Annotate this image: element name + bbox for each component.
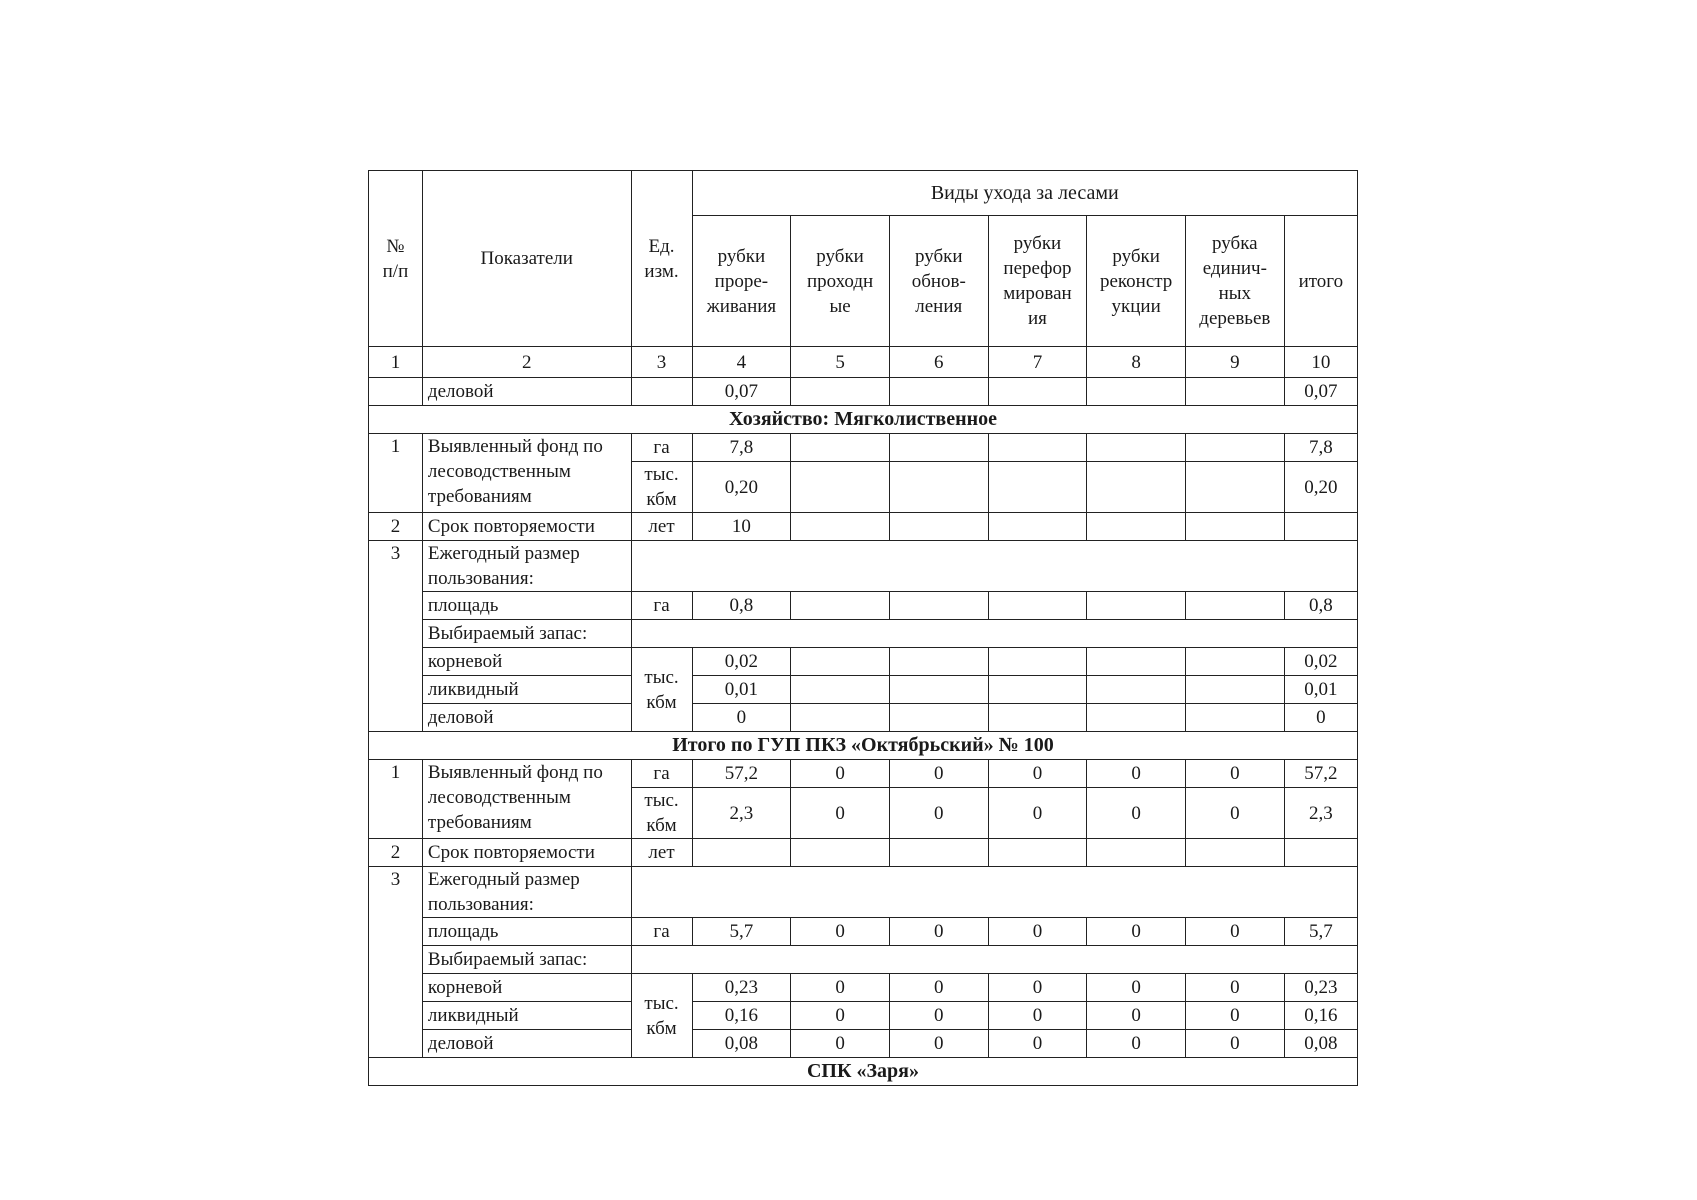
header-indicator: Показатели <box>422 171 631 347</box>
value-cell: 0 <box>791 918 890 946</box>
value-cell: 2,3 <box>692 788 791 839</box>
forest-care-table-frame <box>368 170 1358 1086</box>
unit-cell: га <box>631 434 692 462</box>
value-cell: 0 <box>1087 1030 1186 1058</box>
value-cell: 0 <box>1087 1002 1186 1030</box>
empty-span-cell <box>631 541 1358 592</box>
value-cell <box>1087 462 1186 513</box>
value-cell: 7,8 <box>692 434 791 462</box>
value-cell: 0 <box>889 760 988 788</box>
value-cell: 0 <box>889 1030 988 1058</box>
section-title-row <box>369 406 1358 434</box>
value-cell: 0,08 <box>1284 1030 1357 1058</box>
table-row-area <box>369 918 1358 946</box>
header-type-3: рубки обнов- ления <box>889 216 988 347</box>
value-cell: 0 <box>791 1030 890 1058</box>
header-type-4: рубки перефор мирован ия <box>988 216 1087 347</box>
indicator-cell: ликвидный <box>422 676 631 704</box>
value-cell: 0,23 <box>692 974 791 1002</box>
column-number-10: 10 <box>1284 347 1357 378</box>
empty-span-cell <box>631 946 1358 974</box>
value-cell: 0,16 <box>692 1002 791 1030</box>
value-cell: 0 <box>988 918 1087 946</box>
row-number-cell: 3 <box>369 867 423 1058</box>
indicator-cell: Выбираемый запас: <box>422 946 631 974</box>
value-cell <box>1087 378 1186 406</box>
value-cell <box>1087 434 1186 462</box>
indicator-cell: ликвидный <box>422 1002 631 1030</box>
header-type-7: итого <box>1284 216 1357 347</box>
header-type-5: рубки реконстр укции <box>1087 216 1186 347</box>
value-cell <box>1185 648 1284 676</box>
value-cell: 0 <box>988 974 1087 1002</box>
value-cell <box>1087 704 1186 732</box>
section-title: Хозяйство: Мягколиственное <box>369 406 1358 434</box>
unit-cell: га <box>631 918 692 946</box>
unit-cell: лет <box>631 513 692 541</box>
value-cell <box>889 592 988 620</box>
value-cell: 7,8 <box>1284 434 1357 462</box>
table-row-annual-use <box>369 867 1358 918</box>
row-number-cell: 3 <box>369 541 423 732</box>
indicator-cell: деловой <box>422 704 631 732</box>
value-cell: 0 <box>889 1002 988 1030</box>
value-cell <box>791 676 890 704</box>
indicator-cell: Срок повторяемости <box>422 513 631 541</box>
value-cell <box>988 513 1087 541</box>
column-number-1: 1 <box>369 347 423 378</box>
section-title-row <box>369 1058 1358 1086</box>
table-row-liquid-stock <box>369 676 1358 704</box>
value-cell <box>791 648 890 676</box>
value-cell: 0 <box>988 1030 1087 1058</box>
value-cell: 0 <box>791 788 890 839</box>
column-number-2: 2 <box>422 347 631 378</box>
value-cell <box>1185 434 1284 462</box>
value-cell <box>1185 592 1284 620</box>
row-number-cell: 2 <box>369 839 423 867</box>
table-row-fund-area <box>369 434 1358 462</box>
indicator-cell: деловой <box>422 378 631 406</box>
value-cell <box>791 592 890 620</box>
value-cell: 0 <box>791 974 890 1002</box>
value-cell <box>889 513 988 541</box>
table-row-root-stock <box>369 648 1358 676</box>
column-number-8: 8 <box>1087 347 1186 378</box>
value-cell: 0 <box>988 760 1087 788</box>
value-cell: 0 <box>988 1002 1087 1030</box>
value-cell: 0,02 <box>1284 648 1357 676</box>
value-cell <box>1284 513 1357 541</box>
indicator-cell: Ежегодный размер пользования: <box>422 541 631 592</box>
value-cell: 0,02 <box>692 648 791 676</box>
table-row-area <box>369 592 1358 620</box>
table-row-root-stock <box>369 974 1358 1002</box>
unit-cell: тыс. кбм <box>631 974 692 1058</box>
value-cell: 57,2 <box>692 760 791 788</box>
value-cell <box>791 839 890 867</box>
indicator-cell: Срок повторяемости <box>422 839 631 867</box>
section-title: СПК «Заря» <box>369 1058 1358 1086</box>
value-cell: 0,01 <box>1284 676 1357 704</box>
value-cell <box>889 839 988 867</box>
value-cell <box>1087 839 1186 867</box>
value-cell <box>791 513 890 541</box>
indicator-cell: Выявленный фонд по лесоводственным требованиям <box>422 760 631 839</box>
value-cell <box>1087 592 1186 620</box>
value-cell <box>791 434 890 462</box>
value-cell: 5,7 <box>692 918 791 946</box>
value-cell <box>988 648 1087 676</box>
table-row-business-stock <box>369 1030 1358 1058</box>
value-cell <box>988 462 1087 513</box>
value-cell <box>889 378 988 406</box>
value-cell <box>1087 648 1186 676</box>
value-cell <box>1087 513 1186 541</box>
value-cell: 0 <box>1087 974 1186 1002</box>
value-cell: 0 <box>791 1002 890 1030</box>
table-row-carry <box>369 378 1358 406</box>
header-no: № п/п <box>369 171 423 347</box>
indicator-cell: Выявленный фонд по лесоводственным требованиям <box>422 434 631 513</box>
column-number-9: 9 <box>1185 347 1284 378</box>
value-cell: 0 <box>1185 1002 1284 1030</box>
value-cell <box>889 648 988 676</box>
value-cell <box>988 676 1087 704</box>
column-number-7: 7 <box>988 347 1087 378</box>
unit-cell: га <box>631 760 692 788</box>
column-number-3: 3 <box>631 347 692 378</box>
table-row-stock-label <box>369 946 1358 974</box>
value-cell: 0 <box>1185 1030 1284 1058</box>
value-cell: 0,20 <box>1284 462 1357 513</box>
row-number-cell: 1 <box>369 760 423 839</box>
value-cell <box>988 434 1087 462</box>
table-row-period <box>369 839 1358 867</box>
column-number-5: 5 <box>791 347 890 378</box>
value-cell: 0 <box>1087 788 1186 839</box>
value-cell <box>791 462 890 513</box>
value-cell: 0 <box>692 704 791 732</box>
unit-cell: тыс. кбм <box>631 788 692 839</box>
value-cell: 0 <box>988 788 1087 839</box>
value-cell: 0,8 <box>692 592 791 620</box>
section-title: Итого по ГУП ПКЗ «Октябрьский» № 100 <box>369 732 1358 760</box>
value-cell: 0,20 <box>692 462 791 513</box>
column-number-4: 4 <box>692 347 791 378</box>
value-cell <box>1185 676 1284 704</box>
value-cell: 0,8 <box>1284 592 1357 620</box>
value-cell: 0,16 <box>1284 1002 1357 1030</box>
value-cell <box>988 704 1087 732</box>
indicator-cell: площадь <box>422 918 631 946</box>
column-number-6: 6 <box>889 347 988 378</box>
value-cell: 0 <box>889 918 988 946</box>
row-number-cell <box>369 378 423 406</box>
value-cell <box>889 434 988 462</box>
value-cell <box>692 839 791 867</box>
indicator-cell: корневой <box>422 648 631 676</box>
value-cell <box>988 592 1087 620</box>
value-cell: 5,7 <box>1284 918 1357 946</box>
value-cell: 0 <box>1284 704 1357 732</box>
value-cell: 0 <box>791 760 890 788</box>
value-cell: 0 <box>1185 918 1284 946</box>
indicator-cell: площадь <box>422 592 631 620</box>
value-cell <box>1185 513 1284 541</box>
header-column-numbers <box>369 347 1358 378</box>
header-type-6: рубка единич- ных деревьев <box>1185 216 1284 347</box>
unit-cell: тыс. кбм <box>631 462 692 513</box>
unit-cell: га <box>631 592 692 620</box>
indicator-cell: корневой <box>422 974 631 1002</box>
unit-cell: тыс. кбм <box>631 648 692 732</box>
row-number-cell: 2 <box>369 513 423 541</box>
value-cell: 0,07 <box>692 378 791 406</box>
unit-cell <box>631 378 692 406</box>
section-title-row <box>369 732 1358 760</box>
header-unit: Ед. изм. <box>631 171 692 347</box>
value-cell <box>1087 676 1186 704</box>
value-cell: 0 <box>889 974 988 1002</box>
value-cell <box>791 704 890 732</box>
value-cell: 0 <box>1185 760 1284 788</box>
table-row-fund-area <box>369 760 1358 788</box>
value-cell <box>1284 839 1357 867</box>
table-row-period <box>369 513 1358 541</box>
value-cell <box>889 704 988 732</box>
value-cell: 0 <box>1185 788 1284 839</box>
value-cell: 0,01 <box>692 676 791 704</box>
empty-span-cell <box>631 867 1358 918</box>
unit-cell: лет <box>631 839 692 867</box>
forest-care-table <box>368 170 1358 1086</box>
value-cell <box>1185 704 1284 732</box>
header-type-2: рубки проходн ые <box>791 216 890 347</box>
table-body <box>369 378 1358 1086</box>
value-cell: 10 <box>692 513 791 541</box>
indicator-cell: Выбираемый запас: <box>422 620 631 648</box>
value-cell: 0 <box>1087 918 1186 946</box>
table-header <box>369 171 1358 378</box>
value-cell: 0 <box>1185 974 1284 1002</box>
value-cell: 0,08 <box>692 1030 791 1058</box>
value-cell: 0 <box>889 788 988 839</box>
indicator-cell: Ежегодный размер пользования: <box>422 867 631 918</box>
value-cell <box>1185 378 1284 406</box>
value-cell <box>889 462 988 513</box>
header-type-1: рубки проре- живания <box>692 216 791 347</box>
value-cell <box>889 676 988 704</box>
value-cell <box>988 378 1087 406</box>
value-cell <box>1185 462 1284 513</box>
value-cell: 0,23 <box>1284 974 1357 1002</box>
table-row-stock-label <box>369 620 1358 648</box>
table-row-annual-use <box>369 541 1358 592</box>
value-cell: 2,3 <box>1284 788 1357 839</box>
empty-span-cell <box>631 620 1358 648</box>
row-number-cell: 1 <box>369 434 423 513</box>
indicator-cell: деловой <box>422 1030 631 1058</box>
value-cell: 0,07 <box>1284 378 1357 406</box>
header-care-types-group: Виды ухода за лесами <box>692 171 1357 216</box>
value-cell <box>1185 839 1284 867</box>
value-cell <box>988 839 1087 867</box>
value-cell: 57,2 <box>1284 760 1357 788</box>
value-cell: 0 <box>1087 760 1186 788</box>
value-cell <box>791 378 890 406</box>
table-row-liquid-stock <box>369 1002 1358 1030</box>
table-row-business-stock <box>369 704 1358 732</box>
